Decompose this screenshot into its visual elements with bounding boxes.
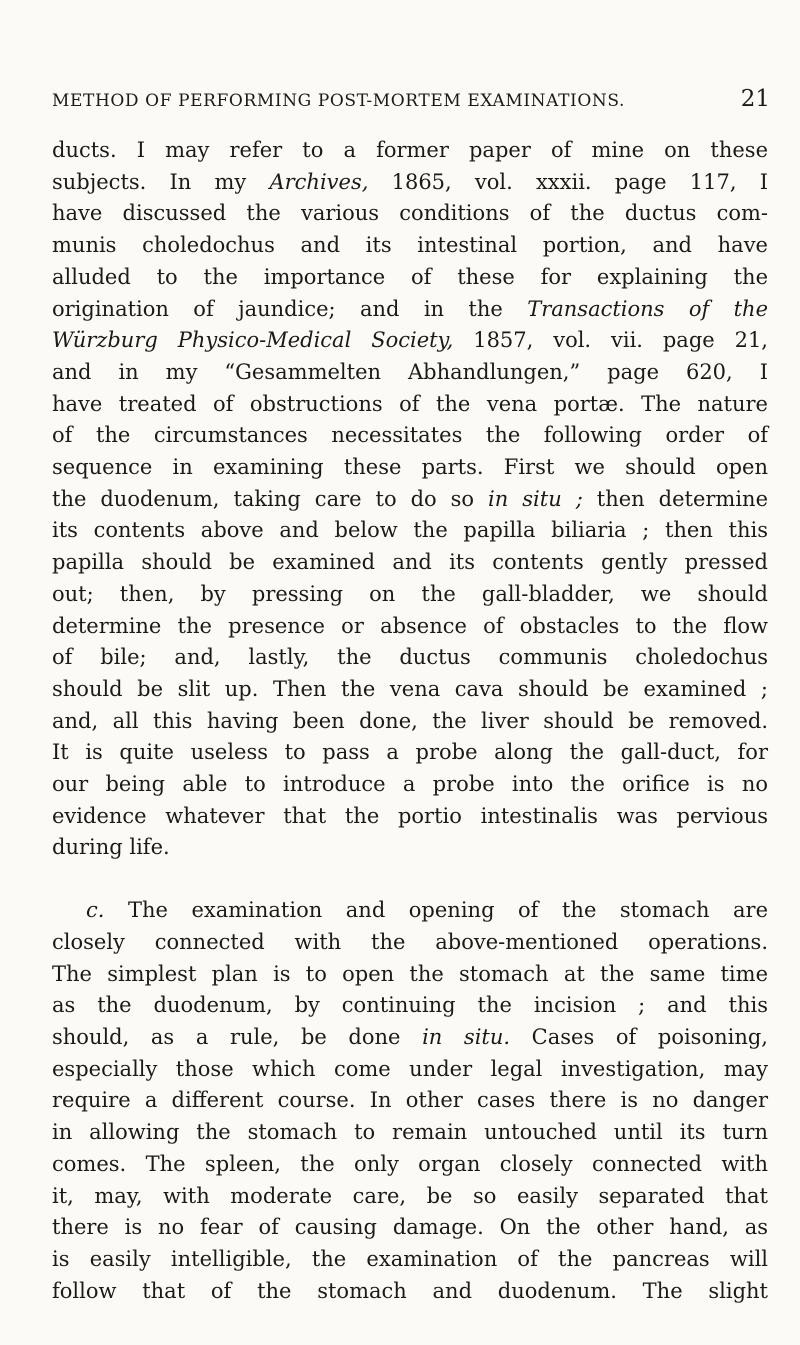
body-text [52,135,768,1307]
text-line: The simplest plan is to open the stomach at the same time [52,961,768,986]
text-line: subjects. In my Archives, 1865, vol. xxxii. page 117, I [52,169,769,194]
text-line: as the duodenum, by continuing the incision ; and this [52,993,768,1018]
running-head [52,86,770,112]
text-line: should be slit up. Then the vena cava should be examined ; [52,676,768,701]
text-line: of bile; and, lastly, the ductus communis choledochus [52,645,768,670]
text-line: its contents above and below the papilla biliaria ; then this [52,518,768,543]
text-line: follow that of the stomach and duodenum. The slight [52,1278,768,1303]
text-line: it, may, with moderate care, be so easily separated that [52,1183,768,1208]
text-line: our being able to introduce a probe into the orifice is no [52,772,768,797]
text-line: require a different course. In other cases there is no danger [52,1088,768,1113]
paragraph-bile-ducts [52,135,768,864]
page-number: 21 [740,86,770,112]
text-line: papilla should be examined and its contents gently pressed [52,550,768,575]
text-line: during life. [52,835,170,860]
text-line: have discussed the various conditions of the ductus com- [52,201,768,226]
text-line: there is no fear of causing damage. On the other hand, as [52,1215,768,1240]
text-line: determine the presence or absence of obstacles to the flow [52,613,768,638]
text-line: should, as a rule, be done in situ. Cases of poisoning, [52,1024,768,1049]
text-line: sequence in examining these parts. First we should open [52,455,768,480]
text-line: and, all this having been done, the liver should be removed. [52,708,768,733]
text-line: have treated of obstructions of the vena portæ. The nature [52,391,768,416]
text-line: the duodenum, taking care to do so in situ ; then determine [52,486,769,511]
text-line: closely connected with the above-mentioned operations. [52,929,768,954]
text-line: ducts. I may refer to a former paper of mine on these [52,138,768,162]
text-line: in allowing the stomach to remain untouched until its turn [52,1120,768,1145]
text-line: comes. The spleen, the only organ closely connected with [52,1151,768,1176]
text-line: c. The examination and opening of the stomach are [86,898,768,923]
text-line: munis choledochus and its intestinal portion, and have [52,233,768,258]
text-line: of the circumstances necessitates the following order of [52,423,768,448]
text-line: It is quite useless to pass a probe along the gall-duct, for [52,740,768,765]
text-line: Würzburg Physico-Medical Society, 1857, vol. vii. page 21, [52,328,768,353]
text-line: origination of jaundice; and in the Transactions of the [52,296,768,321]
text-line: alluded to the importance of these for explaining the [52,264,768,289]
text-line: especially those which come under legal investigation, may [52,1056,768,1081]
paragraph-stomach [52,895,768,1307]
paragraph-gap [52,864,768,895]
text-line: out; then, by pressing on the gall-bladder, we should [52,581,768,606]
running-title: METHOD OF PERFORMING POST-MORTEM EXAMINATIONS. [52,91,626,111]
text-line: evidence whatever that the portio intestinalis was pervious [52,803,768,828]
text-line: and in my “Gesammelten Abhandlungen,” page 620, I [52,359,768,384]
text-line: is easily intelligible, the examination of the pancreas will [52,1246,768,1271]
